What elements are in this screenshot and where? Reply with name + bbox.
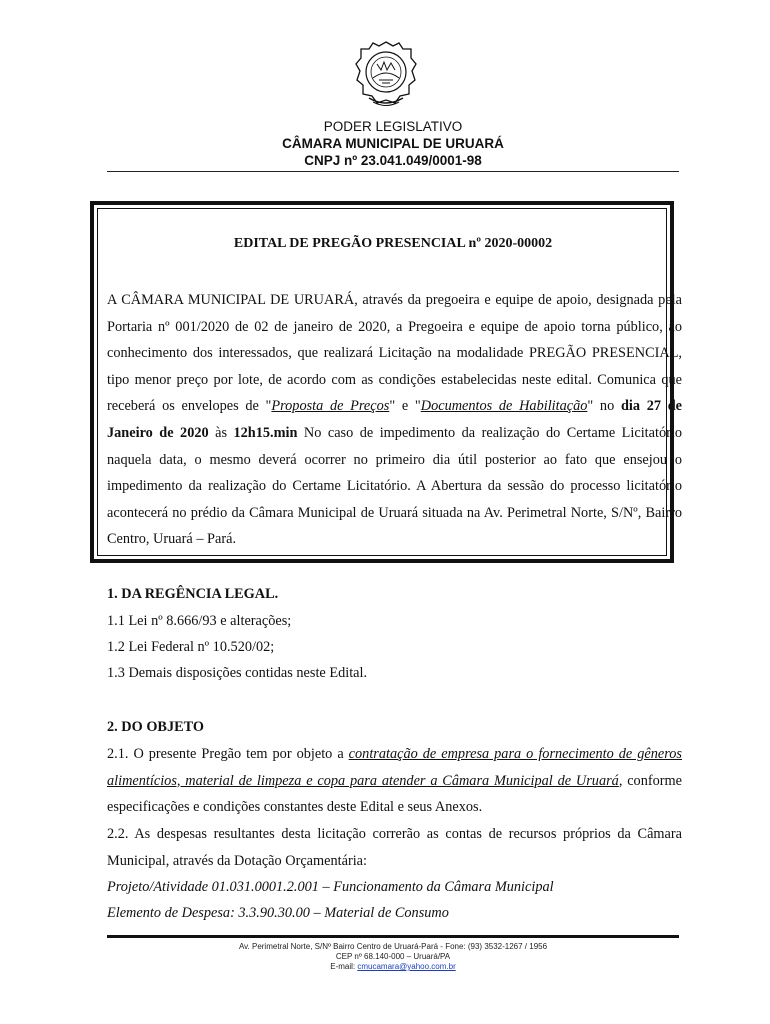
section2-objeto-paragraph: 2.1. O presente Pregão tem por objeto a contratação de empresa para o fornecimento de gêneros alimentícios, material de limpeza e copa para atender a Câmara Municipal de Uruará, conforme especificações e condições constantes deste Edital e seus Anexos. xyxy=(107,746,682,816)
header-divider xyxy=(107,171,679,172)
projeto-atividade-line: Projeto/Atividade 01.031.0001.2.001 – Funcionamento da Câmara Municipal xyxy=(107,879,554,895)
section1-item: 1.2 Lei Federal nº 10.520/02; xyxy=(107,639,275,655)
edital-title: EDITAL DE PREGÃO PRESENCIAL nº 2020-00002 xyxy=(233,236,553,251)
section1-item: 1.3 Demais disposições contidas neste Edital. xyxy=(107,665,368,681)
section2-title: 2. DO OBJETO xyxy=(107,719,205,735)
objeto-link: contratação de empresa para o fornecimento de gêneros alimentícios, material de limpeza e copa para atender a Câmara Municipal de Uruará xyxy=(107,746,682,789)
proposta-precos-link: Proposta de Preços xyxy=(271,398,390,415)
footer-cep: CEP nº 68.140-000 – Uruará/PA xyxy=(335,952,451,961)
header-poder-legislativo: PODER LEGISLATIVO xyxy=(323,119,463,134)
footer-email-line: E-mail: cmucamara@yahoo.com.br xyxy=(330,962,456,971)
header-cnpj: CNPJ nº 23.041.049/0001-98 xyxy=(304,153,482,168)
elemento-despesa-line: Elemento de Despesa: 3.3.90.30.00 – Material de Consumo xyxy=(107,905,449,921)
municipal-seal-icon xyxy=(355,40,417,110)
session-date: dia 27 de Janeiro de 2020 xyxy=(107,398,682,441)
edital-intro-paragraph: A CÂMARA MUNICIPAL DE URUARÁ, através da pregoeira e equipe de apoio, designada pela Portaria nº 001/2020 de 02 de janeiro de 2020, a Pregoeira e equipe de apoio torna público, ao conhecimento dos interessados, que realizará Licitação na modalidade PREGÃO PRESENCIAL, tipo menor preço por lote, de acordo com as condições estabelecidas neste edital. Comunica que receberá os envelopes de "Proposta de Preços" e "Documentos de Habilitação" no dia 27 de Janeiro de 2020 às 12h15.min No caso de impedimento da realização do Certame Licitatório naquela data, o mesmo deverá ocorrer no primeiro dia útil posterior ao fato que ensejou o impedimento da realização do Certame Licitatório. A Abertura da sessão do processo licitatório acontecerá no prédio da Câmara Municipal de Uruará situada na Av. Perimetral Norte, S/Nº, Bairro Centro, Uruará – Pará. xyxy=(107,292,682,548)
footer-address: Av. Perimetral Norte, S/Nº Bairro Centro de Uruará-Pará - Fone: (93) 3532-1267 / 1956 xyxy=(238,942,548,951)
section1-item: 1.1 Lei nº 8.666/93 e alterações; xyxy=(107,613,292,629)
footer-email-link[interactable]: cmucamara@yahoo.com.br xyxy=(357,962,456,971)
section1-title: 1. DA REGÊNCIA LEGAL. xyxy=(107,586,279,602)
session-time: 12h15.min xyxy=(233,424,298,441)
documentos-habilitacao-link: Documentos de Habilitação xyxy=(420,398,588,415)
footer-divider xyxy=(107,935,679,938)
section2-despesas-paragraph: 2.2. As despesas resultantes desta licitação correrão as contas de recursos próprios da Câmara Municipal, através da Dotação Orçamentária: xyxy=(107,826,682,869)
header-camara-name: CÂMARA MUNICIPAL DE URUARÁ xyxy=(282,136,504,151)
